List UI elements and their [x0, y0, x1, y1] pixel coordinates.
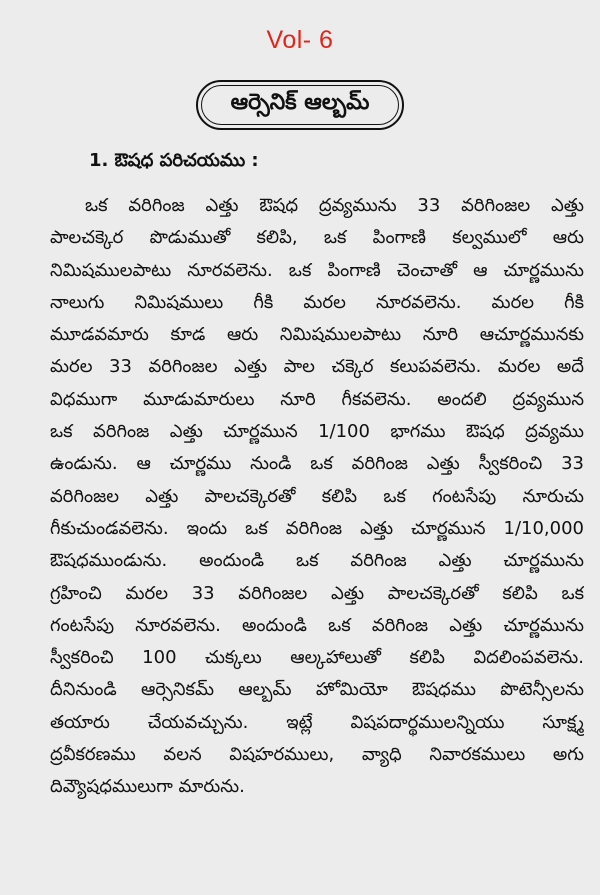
paragraph-line: గంటసేపు నూరవలెను. అందుండి ఒక వరిగింజ ఎత్తు చూర్ణమును: [50, 614, 584, 636]
section-heading: 1. ఔషధ పరిచయము :: [89, 150, 259, 171]
title-frame: [196, 80, 404, 130]
paragraph-line: దివ్యౌషధములుగా మారును.: [50, 776, 245, 798]
paragraph-line: తయారు చేయవచ్చును. ఇట్లే విషపదార్థములన్నియు సూక్ష్మ: [50, 711, 584, 733]
paragraph-line: నాలుగు నిమిషములు గీకి మరల నూరవలెను. మరల గీకి: [50, 291, 584, 313]
paragraph-line: ఉండును. ఆ చూర్ణము నుండి ఒక వరిగింజ ఎత్తు స్వీకరించి 33: [50, 453, 584, 475]
paragraph-line: ఒక వరిగింజ ఎత్తు చూర్ణమున 1/100 భాగము ఔషధ ద్రవ్యము: [50, 421, 584, 443]
paragraph-line: ఒక వరిగింజ ఎత్తు ఔషధ ద్రవ్యమును 33 వరిగింజల ఎత్తు: [85, 195, 584, 216]
paragraph-line: మూడవమారు కూడ ఆరు నిమిషములపాటు నూరి ఆచూర్ణమునకు: [50, 324, 584, 346]
paragraph-line: దీనినుండి ఆర్సెనికమ్ ఆల్బమ్ హోమియో ఔషధము పొటెన్సీలను: [50, 679, 584, 701]
paragraph-line: గీకుచుండవలెను. ఇందు ఒక వరిగింజ ఎత్తు చూర్ణమున 1/10,000: [50, 517, 584, 539]
paragraph-line: స్వీకరించి 100 చుక్కలు ఆల్కహాలుతో కలిపి విదలింపవలెను.: [50, 647, 584, 669]
paragraph-line: గ్రహించి మరల 33 వరిగింజల ఎత్తు పాలచక్కెరతో కలిపి ఒక: [50, 582, 584, 604]
document-title: ఆర్సెనిక్ ఆల్బమ్: [201, 85, 399, 125]
volume-label: Vol- 6: [266, 26, 334, 54]
paragraph-line: మరల 33 వరిగింజల ఎత్తు పాల చక్కెర కలుపవలెను. మరల అదే: [50, 356, 584, 378]
paragraph-line: నిమిషములపాటు నూరవలెను. ఒక పింగాణి చెంచాతో ఆ చూర్ణమును: [50, 259, 584, 281]
paragraph-line: వరిగింజల ఎత్తు పాలచక్కెరతో కలిపి ఒక గంటసేపు నూరుచు: [50, 485, 584, 507]
paragraph-line: ఔషధముండును. అందుండి ఒక వరిగింజ ఎత్తు చూర్ణమును: [50, 550, 584, 572]
paragraph-line: ద్రవీకరణము వలన విషహరములు, వ్యాధి నివారకములు అగు: [50, 744, 584, 766]
paragraph-line: విధముగా మూడుమారులు నూరి గీకవలెను. అందలి ద్రవ్యమున: [50, 388, 584, 410]
body-paragraph: [50, 190, 584, 804]
paragraph-line: పాలచక్కెర పొడుముతో కలిపి, ఒక పింగాణి కల్వములో ఆరు: [50, 227, 584, 249]
